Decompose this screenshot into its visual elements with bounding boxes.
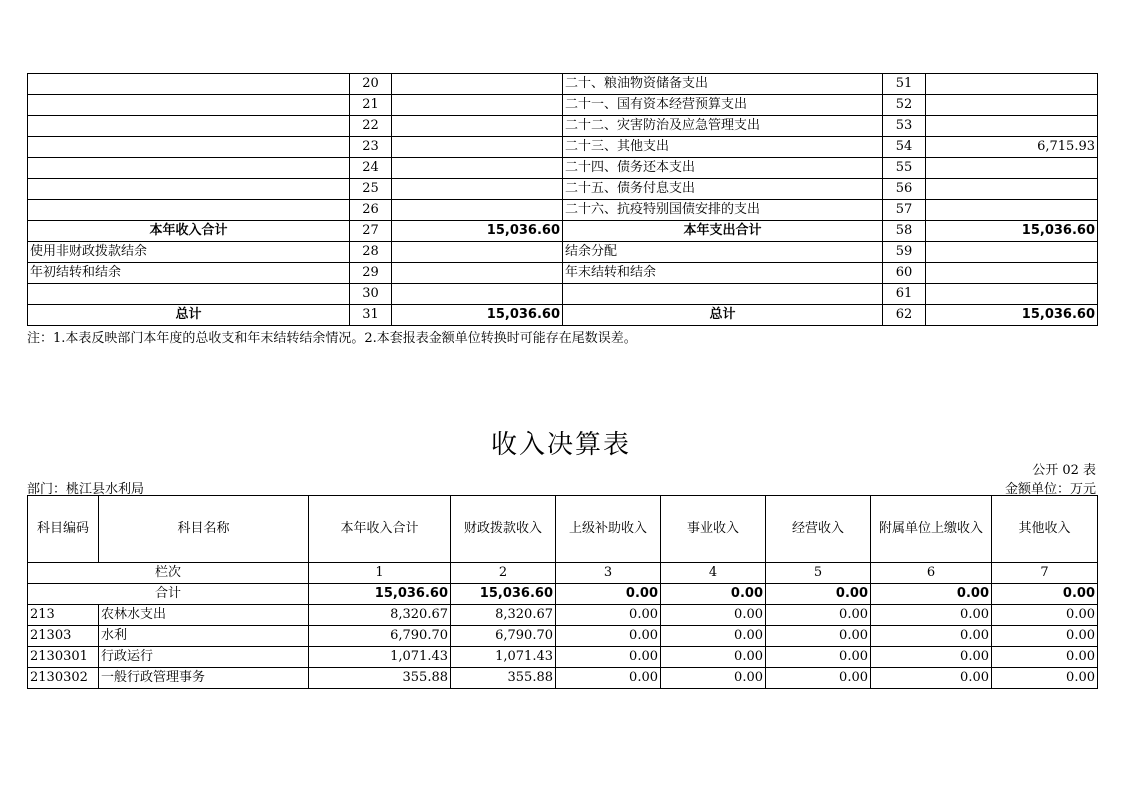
amount-value: 6,790.70 — [309, 626, 451, 647]
header-code: 科目编码 — [28, 496, 99, 563]
column-index: 4 — [661, 563, 766, 584]
row-number: 22 — [350, 116, 392, 137]
row-number: 56 — [883, 179, 926, 200]
header-name: 科目名称 — [99, 496, 309, 563]
total-row — [28, 584, 1098, 605]
income-header-row — [28, 496, 1098, 563]
row-number: 58 — [883, 221, 926, 242]
amount-value: 0.00 — [992, 647, 1098, 668]
table-row — [28, 137, 1098, 158]
income-amount: 15,036.60 — [392, 221, 563, 242]
income-amount: 15,036.60 — [392, 305, 563, 326]
amount-value: 0.00 — [661, 668, 766, 689]
subject-code: 21303 — [28, 626, 99, 647]
row-number: 54 — [883, 137, 926, 158]
amount-value: 8,320.67 — [451, 605, 556, 626]
row-number: 52 — [883, 95, 926, 116]
amount-value: 8,320.67 — [309, 605, 451, 626]
amount-value: 1,071.43 — [451, 647, 556, 668]
subject-code: 2130302 — [28, 668, 99, 689]
expense-amount — [926, 263, 1098, 284]
amount-unit-label: 金额单位：万元 — [1004, 482, 1096, 497]
table-row — [28, 200, 1098, 221]
expense-item-label: 二十四、债务还本支出 — [563, 158, 883, 179]
amount-value: 0.00 — [556, 605, 661, 626]
column-index-label: 栏次 — [28, 563, 309, 584]
income-item-label — [28, 95, 350, 116]
column-index-row — [28, 563, 1098, 584]
amount-value: 0.00 — [871, 647, 992, 668]
income-item-label — [28, 74, 350, 95]
total-value: 15,036.60 — [309, 584, 451, 605]
table-note: 注：1.本表反映部门本年度的总收支和年末结转结余情况。2.本套报表金额单位转换时可能存在尾数误差。 — [27, 331, 637, 346]
income-amount — [392, 158, 563, 179]
expense-amount — [926, 74, 1098, 95]
row-number: 53 — [883, 116, 926, 137]
subject-code: 2130301 — [28, 647, 99, 668]
row-number: 23 — [350, 137, 392, 158]
department-label: 部门：桃江县水利局 — [27, 482, 145, 497]
row-number: 29 — [350, 263, 392, 284]
header-fiscal: 财政拨款收入 — [451, 496, 556, 563]
row-number: 59 — [883, 242, 926, 263]
expense-item-label: 二十三、其他支出 — [563, 137, 883, 158]
amount-value: 0.00 — [766, 626, 871, 647]
row-number: 20 — [350, 74, 392, 95]
table-row — [28, 605, 1098, 626]
income-item-label — [28, 200, 350, 221]
amount-value: 0.00 — [871, 605, 992, 626]
amount-value: 0.00 — [992, 605, 1098, 626]
subject-name: 一般行政管理事务 — [99, 668, 309, 689]
row-number: 21 — [350, 95, 392, 116]
subject-code: 213 — [28, 605, 99, 626]
expense-amount: 15,036.60 — [926, 221, 1098, 242]
header-operating: 经营收入 — [766, 496, 871, 563]
table-row — [28, 158, 1098, 179]
column-index: 3 — [556, 563, 661, 584]
document-code: 公开 02 表 — [1032, 463, 1096, 478]
income-amount — [392, 74, 563, 95]
column-index: 6 — [871, 563, 992, 584]
expense-item-label — [563, 284, 883, 305]
expense-item-label: 二十六、抗疫特别国债安排的支出 — [563, 200, 883, 221]
income-amount — [392, 179, 563, 200]
income-item-label — [28, 137, 350, 158]
amount-value: 0.00 — [556, 626, 661, 647]
income-item-label — [28, 116, 350, 137]
total-value: 0.00 — [992, 584, 1098, 605]
column-index: 7 — [992, 563, 1098, 584]
expense-amount: 15,036.60 — [926, 305, 1098, 326]
subject-name: 农林水支出 — [99, 605, 309, 626]
expense-amount: 6,715.93 — [926, 137, 1098, 158]
subject-name: 水利 — [99, 626, 309, 647]
income-item-label: 总计 — [28, 305, 350, 326]
row-number: 55 — [883, 158, 926, 179]
total-value: 0.00 — [871, 584, 992, 605]
income-item-label — [28, 158, 350, 179]
expense-amount — [926, 179, 1098, 200]
column-index: 5 — [766, 563, 871, 584]
amount-value: 0.00 — [661, 647, 766, 668]
row-number: 51 — [883, 74, 926, 95]
expense-item-label: 年末结转和结余 — [563, 263, 883, 284]
row-number: 61 — [883, 284, 926, 305]
income-table-body — [28, 563, 1098, 689]
income-amount — [392, 95, 563, 116]
expense-amount — [926, 158, 1098, 179]
income-item-label: 本年收入合计 — [28, 221, 350, 242]
table-row — [28, 221, 1098, 242]
income-amount — [392, 263, 563, 284]
amount-value: 0.00 — [556, 647, 661, 668]
table-row — [28, 242, 1098, 263]
row-number: 26 — [350, 200, 392, 221]
table-row — [28, 263, 1098, 284]
table-row — [28, 284, 1098, 305]
balance-table — [27, 73, 1098, 326]
expense-item-label: 二十、粮油物资储备支出 — [563, 74, 883, 95]
row-number: 60 — [883, 263, 926, 284]
table-row — [28, 179, 1098, 200]
page-title: 收入决算表 — [490, 430, 631, 460]
table-row — [28, 647, 1098, 668]
row-number: 31 — [350, 305, 392, 326]
row-number: 28 — [350, 242, 392, 263]
expense-amount — [926, 95, 1098, 116]
amount-value: 1,071.43 — [309, 647, 451, 668]
expense-item-label: 二十二、灾害防治及应急管理支出 — [563, 116, 883, 137]
header-total: 本年收入合计 — [309, 496, 451, 563]
amount-value: 0.00 — [992, 626, 1098, 647]
amount-value: 355.88 — [451, 668, 556, 689]
income-item-label — [28, 179, 350, 200]
income-item-label: 年初结转和结余 — [28, 263, 350, 284]
income-amount — [392, 200, 563, 221]
amount-value: 355.88 — [309, 668, 451, 689]
expense-item-label: 结余分配 — [563, 242, 883, 263]
amount-value: 0.00 — [871, 626, 992, 647]
expense-amount — [926, 242, 1098, 263]
table-row — [28, 74, 1098, 95]
expense-amount — [926, 200, 1098, 221]
total-value: 15,036.60 — [451, 584, 556, 605]
row-number: 62 — [883, 305, 926, 326]
amount-value: 0.00 — [661, 605, 766, 626]
expense-item-label: 二十一、国有资本经营预算支出 — [563, 95, 883, 116]
row-number: 30 — [350, 284, 392, 305]
row-number: 25 — [350, 179, 392, 200]
amount-value: 0.00 — [766, 647, 871, 668]
income-amount — [392, 116, 563, 137]
amount-value: 6,790.70 — [451, 626, 556, 647]
amount-value: 0.00 — [556, 668, 661, 689]
table-row — [28, 305, 1098, 326]
amount-value: 0.00 — [661, 626, 766, 647]
expense-item-label: 本年支出合计 — [563, 221, 883, 242]
amount-value: 0.00 — [766, 605, 871, 626]
income-table — [27, 495, 1098, 689]
table-row — [28, 116, 1098, 137]
column-index: 1 — [309, 563, 451, 584]
income-item-label — [28, 284, 350, 305]
expense-item-label: 二十五、债务付息支出 — [563, 179, 883, 200]
balance-table-body — [28, 74, 1098, 326]
total-value: 0.00 — [556, 584, 661, 605]
total-value: 0.00 — [661, 584, 766, 605]
expense-item-label: 总计 — [563, 305, 883, 326]
income-item-label: 使用非财政拨款结余 — [28, 242, 350, 263]
header-superior: 上级补助收入 — [556, 496, 661, 563]
row-number: 24 — [350, 158, 392, 179]
income-amount — [392, 242, 563, 263]
table-row — [28, 626, 1098, 647]
expense-amount — [926, 116, 1098, 137]
header-business: 事业收入 — [661, 496, 766, 563]
header-other: 其他收入 — [992, 496, 1098, 563]
total-value: 0.00 — [766, 584, 871, 605]
row-number: 27 — [350, 221, 392, 242]
amount-value: 0.00 — [992, 668, 1098, 689]
table-row — [28, 668, 1098, 689]
amount-value: 0.00 — [871, 668, 992, 689]
subject-name: 行政运行 — [99, 647, 309, 668]
income-amount — [392, 284, 563, 305]
expense-amount — [926, 284, 1098, 305]
amount-value: 0.00 — [766, 668, 871, 689]
column-index: 2 — [451, 563, 556, 584]
header-affiliated: 附属单位上缴收入 — [871, 496, 992, 563]
row-number: 57 — [883, 200, 926, 221]
income-amount — [392, 137, 563, 158]
total-label: 合计 — [28, 584, 309, 605]
table-row — [28, 95, 1098, 116]
